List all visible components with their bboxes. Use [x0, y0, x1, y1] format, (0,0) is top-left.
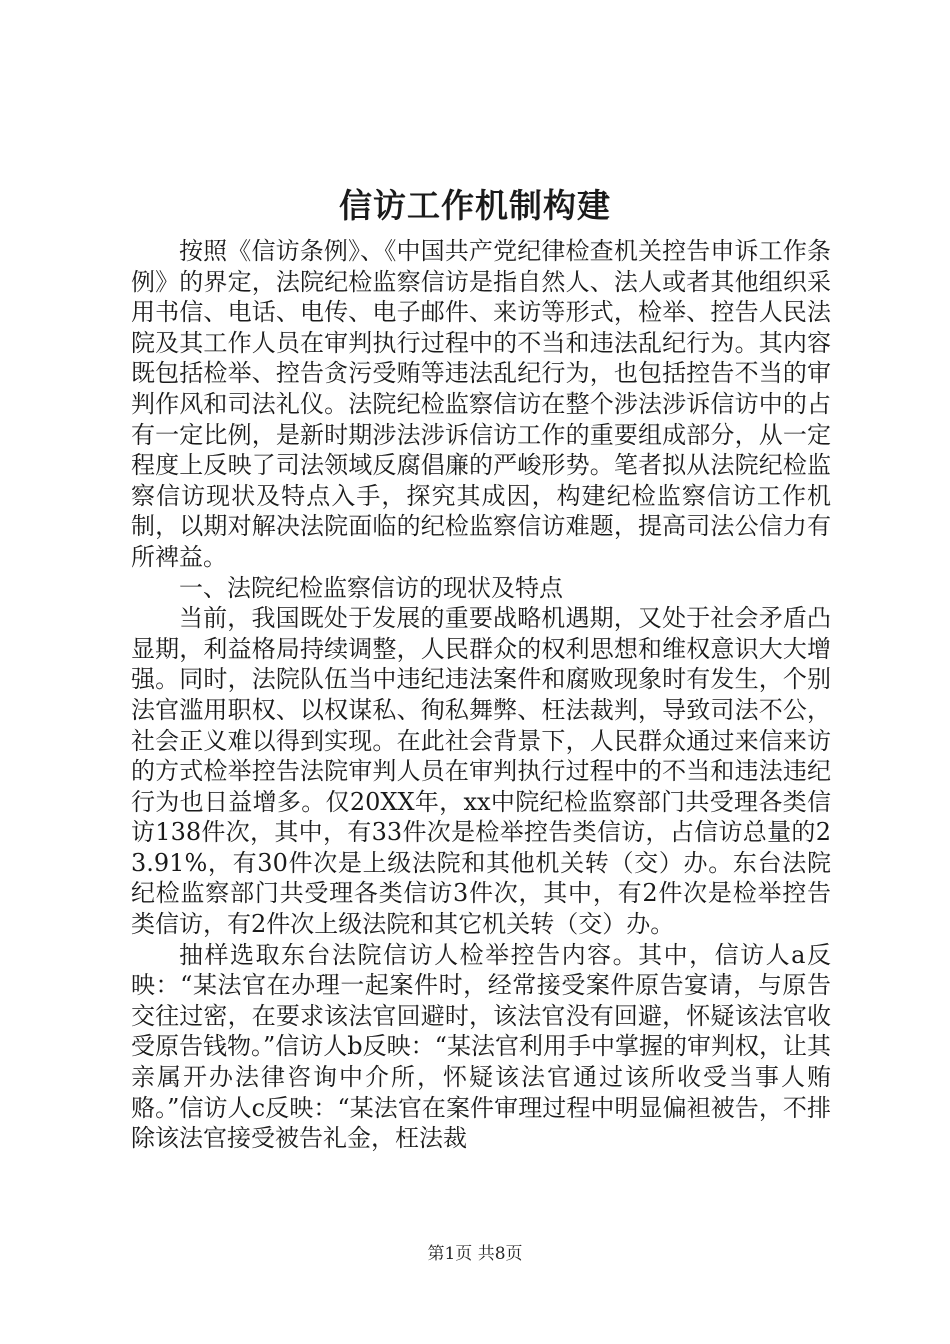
document-body [131, 236, 831, 1154]
paragraph-samples: 抽样选取东台法院信访人检举控告内容。其中，信访人a反映：“某法官在办理一起案件时，经常接受案件原告宴请，与原告交往过密，在要求该法官回避时，该法官没有回避，怀疑该法官收受原告钱物。”信访人b反映：“某法官利用手中掌握的审判权，让其亲属开办法律咨询中介所，怀疑该法官通过该所收受当事人贿赂。”信访人c反映：“某法官在案件审理过程中明显偏袒被告，不排除该法官接受被告礼金，枉法裁 [131, 940, 831, 1153]
paragraph-current-status: 当前，我国既处于发展的重要战略机遇期，又处于社会矛盾凸显期，利益格局持续调整，人民群众的权利思想和维权意识大大增强。同时，法院队伍当中违纪违法案件和腐败现象时有发生，个别法官滥用职权、以权谋私、徇私舞弊、枉法裁判，导致司法不公，社会正义难以得到实现。在此社会背景下，人民群众通过来信来访的方式检举控告法院审判人员在审判执行过程中的不当和违法违纪行为也日益增多。仅20XX年，xx中院纪检监察部门共受理各类信访138件次，其中，有33件次是检举控告类信访，占信访总量的23.91%，有30件次是上级法院和其他机关转（交）办。东台法院纪检监察部门共受理各类信访3件次，其中，有2件次是检举控告类信访，有2件次上级法院和其它机关转（交）办。 [131, 604, 831, 939]
section-heading-1: 一、法院纪检监察信访的现状及特点 [179, 573, 563, 602]
page-footer: 第1页 共8页 [427, 1244, 523, 1264]
paragraph-intro: 按照《信访条例》、《中国共产党纪律检查机关控告申诉工作条例》的界定，法院纪检监察信访是指自然人、法人或者其他组织采用书信、电话、电传、电子邮件、来访等形式，检举、控告人民法院及其工作人员在审判执行过程中的不当和违法乱纪行为。其内容既包括检举、控告贪污受贿等违法乱纪行为，也包括控告不当的审判作风和司法礼仪。法院纪检监察信访在整个涉法涉诉信访中的占有一定比例，是新时期涉法涉诉信访工作的重要组成部分，从一定程度上反映了司法领域反腐倡廉的严峻形势。笔者拟从法院纪检监察信访现状及特点入手，探究其成因，构建纪检监察信访工作机制，以期对解决法院面临的纪检监察信访难题，提高司法公信力有所裨益。 [131, 237, 831, 571]
document-title: 信访工作机制构建 [339, 186, 611, 225]
